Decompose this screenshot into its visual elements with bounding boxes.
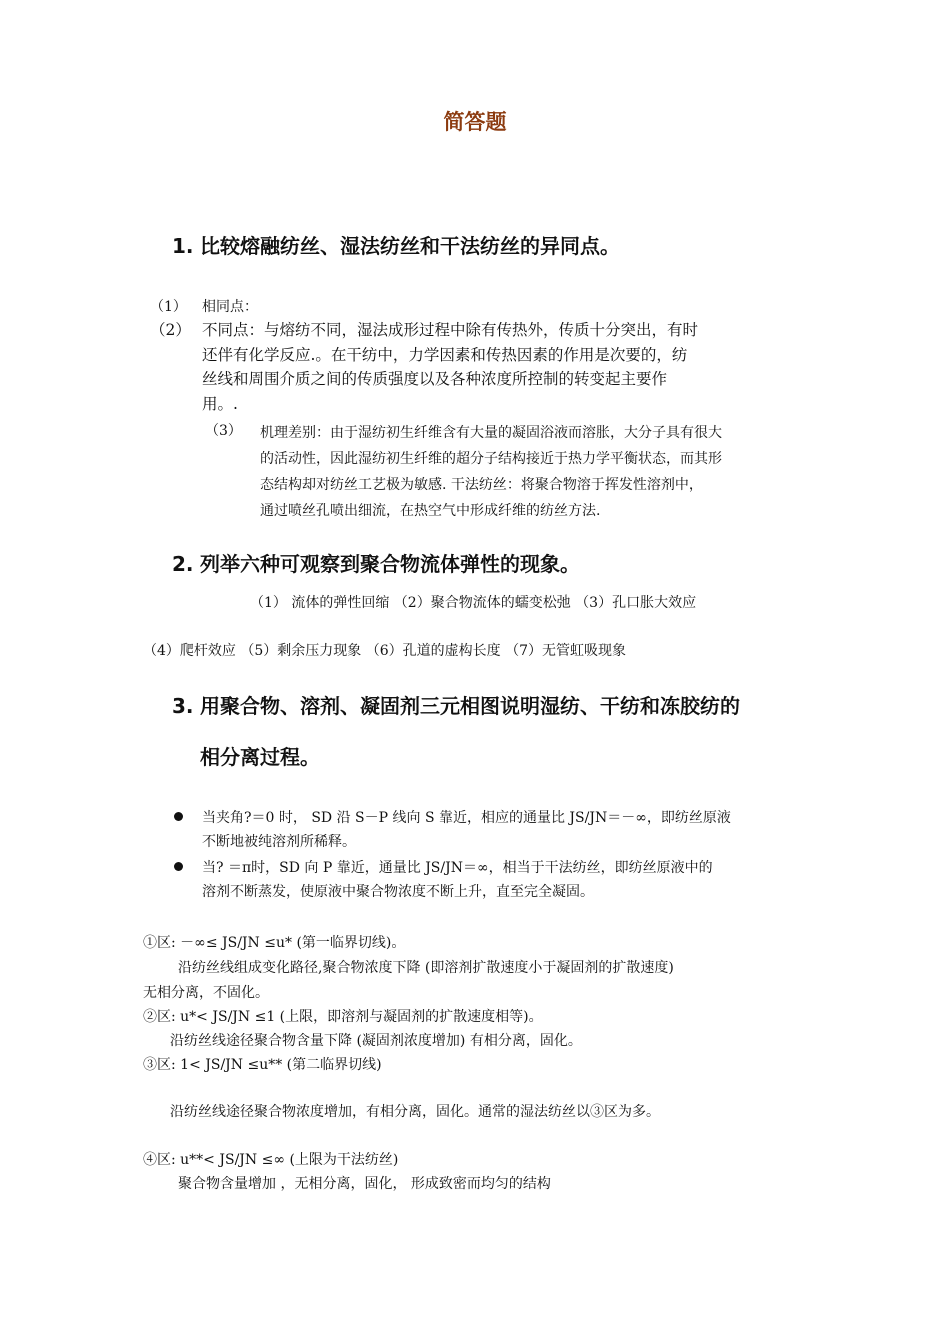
q1-item-3-label: （3） [205,423,242,439]
zone-3-description: 沿纺丝线途径聚合物浓度增加，有相分离，固化。通常的湿法纺丝以③区为多。 [170,1104,660,1120]
zone-1-definition: ①区: －∞≤ JS/JN ≤u* (第一临界切线)。 [143,935,406,951]
zone-2-definition: ②区: u*< JS/JN ≤1 (上限，即溶剂与凝固剂的扩散速度相等)。 [143,1009,543,1025]
q2-answer-line-1: （1） 流体的弹性回缩 （2）聚合物流体的蠕变松弛 （3）孔口胀大效应 [250,595,697,611]
q1-item-1-text: 相同点： [202,299,258,315]
bullet-icon [174,862,183,871]
q1-item-3-paragraph [260,420,722,524]
question-2-heading [172,548,580,577]
q1-item-2-line: 丝线和周围介质之间的传质强度以及各种浓度所控制的转变起主要作 [202,370,668,388]
q3-bullet-2 [202,856,713,904]
zone-3-definition: ③区: 1< JS/JN ≤u** (第二临界切线) [143,1057,382,1073]
question-3-text-line-1: 用聚合物、溶剂、凝固剂三元相图说明湿纺、干纺和冻胶纺的 [200,694,740,718]
q1-item-2-line: 不同点：与熔纺不同，湿法成形过程中除有传热外，传质十分突出，有时 [202,321,699,339]
zone-1-result: 无相分离，不固化。 [143,985,269,1001]
q1-item-2-paragraph [202,318,698,416]
q3-bullet-1-line: 不断地被纯溶剂所稀释。 [202,834,356,850]
page-title: 简答题 [443,110,507,134]
q1-item-3-line: 的活动性，因此湿纺初生纤维的超分子结构接近于热力学平衡状态，而其形 [260,451,722,467]
zone-2-description: 沿纺丝线途径聚合物含量下降 (凝固剂浓度增加) 有相分离，固化。 [170,1033,582,1049]
q2-answer-line-2: （4）爬杆效应 （5）剩余压力现象 （6）孔道的虚构长度 （7）无管虹吸现象 [143,643,626,659]
q3-bullet-1-line: 当夹角?＝0 时， SD 沿 S－P 线向 S 靠近，相应的通量比 JS/JN＝－∞，即纺丝原液 [202,810,731,826]
zone-1-description: 沿纺丝线组成变化路径,聚合物浓度下降 (即溶剂扩散速度小于凝固剂的扩散速度) [178,960,674,976]
question-1-heading [172,230,620,259]
zone-4-description: 聚合物含量增加 ，无相分离，固化， 形成致密而均匀的结构 [178,1176,551,1192]
q1-item-3-line: 态结构却对纺丝工艺极为敏感. 干法纺丝：将聚合物溶于挥发性溶剂中， [260,477,703,493]
question-1-number: 1. [172,234,194,258]
question-3-text-line-2: 相分离过程。 [200,745,320,769]
q3-bullet-1 [202,806,731,854]
question-3-number: 3. [172,694,194,718]
q3-bullet-2-line: 溶剂不断蒸发，使原液中聚合物浓度不断上升，直至完全凝固。 [202,884,594,900]
q1-item-3-line: 通过喷丝孔喷出细流，在热空气中形成纤维的纺丝方法. [260,503,601,519]
q1-item-2-line: 用。. [202,394,238,413]
q3-bullet-2-line: 当? ＝π时，SD 向 P 靠近，通量比 JS/JN＝∞，相当于干法纺丝，即纺丝原液中的 [202,860,713,876]
question-1-text: 比较熔融纺丝、湿法纺丝和干法纺丝的异同点。 [200,234,620,258]
zone-4-definition: ④区: u**< JS/JN ≤∞ (上限为干法纺丝) [143,1152,399,1168]
question-2-number: 2. [172,552,194,576]
question-3-heading [172,690,740,719]
q1-item-2-label: （2） [150,321,191,339]
bullet-icon [174,812,183,821]
question-2-text: 列举六种可观察到聚合物流体弹性的现象。 [200,552,580,576]
q1-item-3-line: 机理差别：由于湿纺初生纤维含有大量的凝固浴液而溶胀，大分子具有很大 [260,425,722,441]
q1-item-2-line: 还伴有化学反应.。在干纺中，力学因素和传热因素的作用是次要的，纺 [202,345,688,364]
q1-item-1-label: （1） [150,299,187,315]
